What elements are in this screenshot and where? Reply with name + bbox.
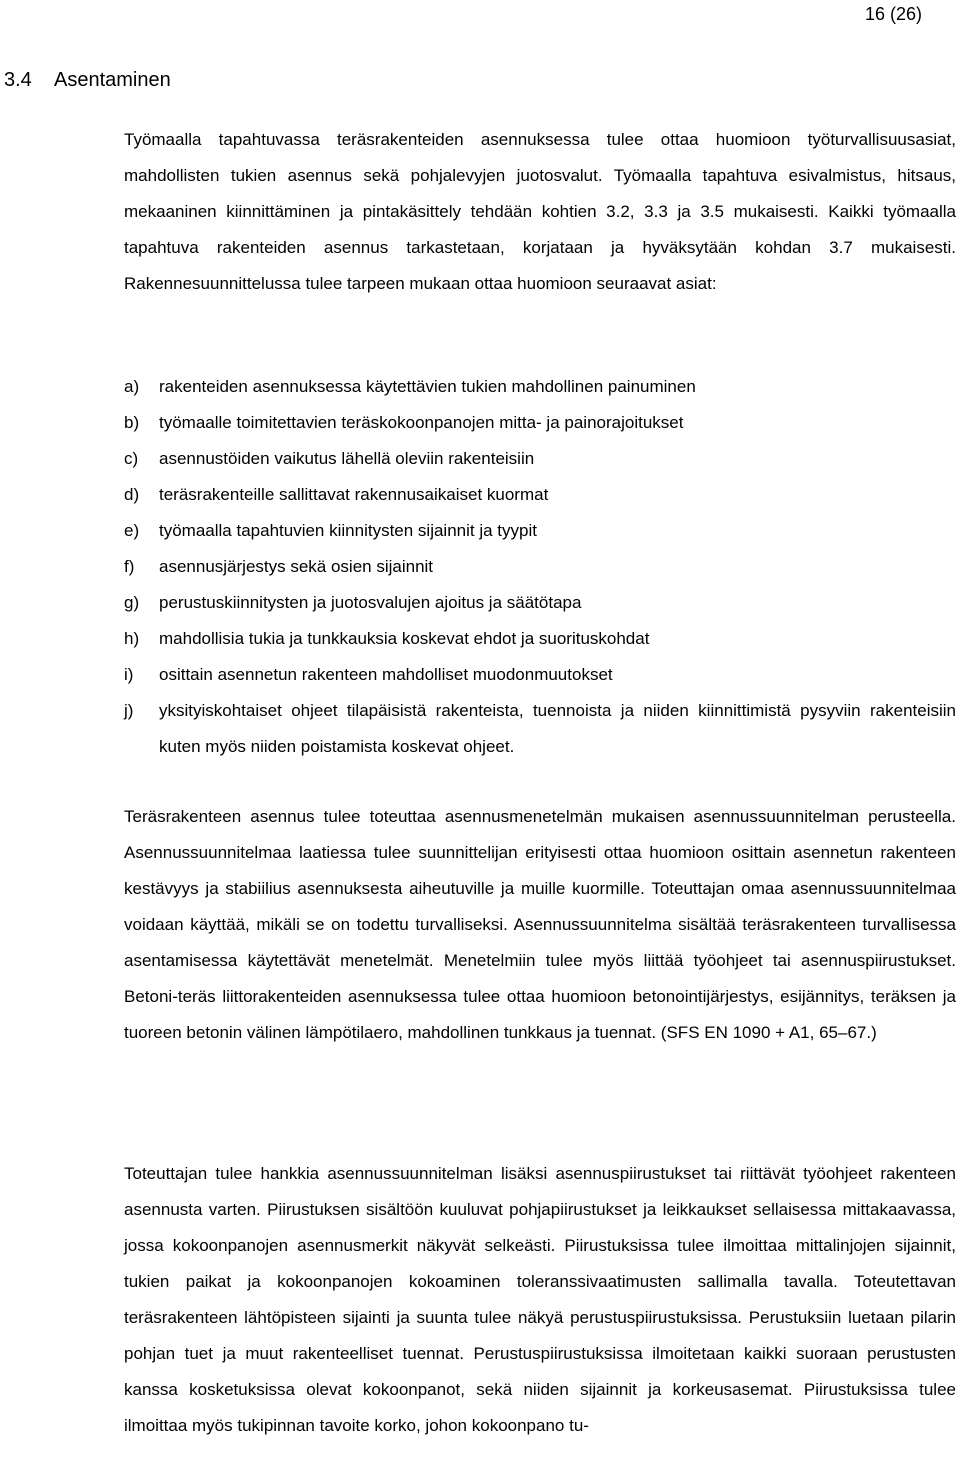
list-marker: j)	[124, 701, 134, 720]
list-item	[124, 477, 956, 513]
list-marker: d)	[124, 485, 140, 504]
list-text: asennusjärjestys sekä osien sijainnit	[159, 557, 434, 576]
list-item	[124, 405, 956, 441]
list-item	[124, 621, 956, 657]
list-text: asennustöiden vaikutus lähellä oleviin rakenteisiin	[159, 449, 535, 468]
page-number: 16 (26)	[864, 4, 922, 24]
list-text: osittain asennetun rakenteen mahdolliset muodonmuutokset	[159, 665, 613, 684]
drawings-paragraph: Toteuttajan tulee hankkia asennussuunnitelman lisäksi asennuspiirustukset tai riittävät työohjeet rakenteen asennusta varten. Piirustuksen sisältöön kuuluvat pohjapiirustukset ja leikkaukset sellaisessa mittakaavassa, jossa kokoonpanojen asennusmerkit näkyvät selkeästi. Piirustuksissa tulee ilmoittaa mittalinjojen sijainnit, tukien paikat ja kokoonpanojen kokoaminen toleranssivaatimusten sallimalla tavalla. Toteutettavan teräsrakenteen lähtöpisteen sijainti ja suunta tulee näkyä perustuspiirustuksissa. Perustuksiin luetaan pilarin pohjan tuet ja muut rakenteelliset tuennat. Perustuspiirustuksissa ilmoitetaan kaikki suoraan perustusten kanssa kosketuksissa olevat kokoonpanot, sekä niiden sijainnit ja korkeusasemat. Piirustuksissa tulee ilmoittaa myös tukipinnan tavoite korko, johon kokoonpano tu-	[124, 1164, 956, 1435]
list-text: teräsrakenteille sallittavat rakennusaikaiset kuormat	[159, 485, 549, 504]
list-item	[124, 549, 956, 585]
list-item	[124, 441, 956, 477]
list-marker: c)	[124, 449, 139, 468]
list-marker: b)	[124, 413, 140, 432]
list-marker: h)	[124, 629, 140, 648]
list-item	[124, 585, 956, 621]
list-text: työmaalle toimitettavien teräskokoonpanojen mitta- ja painorajoitukset	[159, 413, 684, 432]
section-title: Asentaminen	[54, 69, 171, 91]
list-item	[124, 693, 956, 765]
considerations-list	[124, 369, 956, 765]
list-text: rakenteiden asennuksessa käytettävien tukien mahdollinen painuminen	[159, 377, 696, 396]
list-text: mahdollisia tukia ja tunkkauksia koskevat ehdot ja suorituskohdat	[159, 629, 650, 648]
list-marker: i)	[124, 665, 134, 684]
list-marker: g)	[124, 593, 140, 612]
list-text: yksityiskohtaiset ohjeet tilapäisistä rakenteista, tuennoista ja niiden kiinnittimistä pysyviin rakenteisiin kuten myös niiden poistamista koskevat ohjeet.	[159, 701, 956, 756]
list-text: työmaalla tapahtuvien kiinnitysten sijainnit ja tyypit	[159, 521, 537, 540]
intro-paragraph: Työmaalla tapahtuvassa teräsrakenteiden asennuksessa tulee ottaa huomioon työturvallisuusasiat, mahdollisten tukien asennus sekä pohjalevyjen juotosvalut. Työmaalla tapahtuva esivalmistus, hitsaus, mekaaninen kiinnittäminen ja pintakäsittely tehdään kohtien 3.2, 3.3 ja 3.5 mukaisesti. Kaikki työmaalla tapahtuva rakenteiden asennus tarkastetaan, korjataan ja hyväksytään kohdan 3.7 mukaisesti. Rakennesuunnittelussa tulee tarpeen mukaan ottaa huomioon seuraavat asiat:	[124, 130, 956, 293]
list-item	[124, 513, 956, 549]
section-number: 3.4	[4, 69, 32, 91]
section-heading	[4, 67, 171, 93]
list-marker: f)	[124, 557, 135, 576]
list-item	[124, 369, 956, 405]
list-text: perustuskiinnitysten ja juotosvalujen ajoitus ja säätötapa	[159, 593, 582, 612]
list-marker: a)	[124, 377, 140, 396]
installation-plan-paragraph: Teräsrakenteen asennus tulee toteuttaa asennusmenetelmän mukaisen asennussuunnitelman perusteella. Asennussuunnitelmaa laatiessa tulee suunnittelijan erityisesti ottaa huomioon osittain asennetun rakenteen kestävyys ja stabiilius asennuksesta aiheutuville ja muille kuormille. Toteuttajan omaa asennussuunnitelmaa voidaan käyttää, mikäli se on todettu turvalliseksi. Asennussuunnitelma sisältää teräsrakenteen turvallisessa asentamisessa käytettävät menetelmät. Menetelmiin tulee myös liittää työohjeet tai asennuspiirustukset. Betoni-teräs liittorakenteiden asennuksessa tulee ottaa huomioon betonointijärjestys, esijännitys, teräksen ja tuoreen betonin välinen lämpötilaero, mahdollinen tunkkaus ja tuennat. (SFS EN 1090 + A1, 65–67.)	[124, 807, 956, 1042]
list-marker: e)	[124, 521, 140, 540]
list-item	[124, 657, 956, 693]
